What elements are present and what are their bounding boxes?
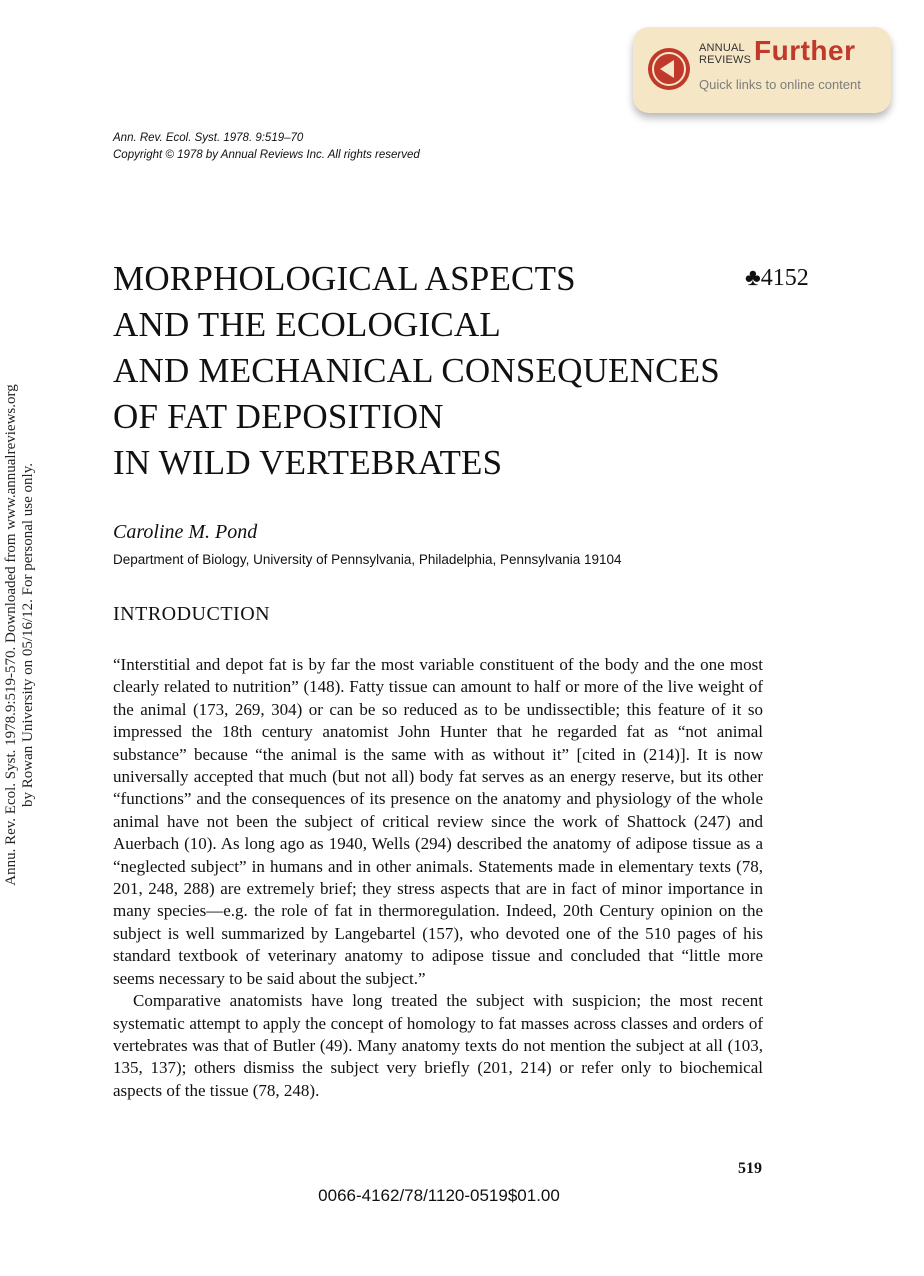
paragraph: “Interstitial and depot fat is by far the most variable constituent of the body and the one most clearly related to nutrition” (148). Fatty tissue can amount to half or more of the live weight of the animal (173, 269, 304) or can be so reduced as to be undissectible; this feature of it so impressed the 18th century anatomist John Hunter that he regarded fat as “not animal substance” because “the animal is the same with as without it” [cited in (214)]. It is now universally accepted that much (but not all) body fat serves as an energy reserve, but its other “functions” and the consequences of its presence on the anatomy and physiology of the whole animal have not been the subject of critical review since the work of Shattock (247) and Auerbach (10). As long ago as 1940, Wells (294) described the anatomy of adipose tissue as a “neglected subject” in humans and in other animals. Statements made in elementary texts (78, 201, 248, 288) are extremely brief; they stress aspects that are in fact of minor importance in many species—e.g. the role of fat in thermoregulation. Indeed, 20th Century opinion on the subject is well summarized by Langebartel (157), who devoted one of the 510 pages of his standard textbook of veterinary anatomy to adipose tissue and concluded that “little more seems necessary to be said about the subject.” [113, 655, 763, 988]
title-line: OF FAT DEPOSITION [113, 397, 444, 436]
title-line: MORPHOLOGICAL ASPECTS [113, 259, 576, 298]
watermark-line: by Rowan University on 05/16/12. For personal use only. [20, 463, 36, 807]
author-affiliation: Department of Biology, University of Pennsylvania, Philadelphia, Pennsylvania 19104 [113, 552, 622, 567]
play-back-icon [647, 47, 691, 91]
further-subtitle: Quick links to online content [699, 77, 861, 92]
author-name: Caroline M. Pond [113, 521, 258, 543]
title-line: AND MECHANICAL CONSEQUENCES [113, 351, 720, 390]
journal-citation [113, 130, 420, 164]
further-title: Further [754, 35, 856, 66]
body-text [113, 654, 763, 1102]
paragraph: Comparative anatomists have long treated the subject with suspicion; the most recent systematic attempt to apply the concept of homology to fat masses across classes and orders of vertebrates was that of Butler (49). Many anatomy texts do not mention the subject at all (103, 135, 137); others dismiss the subject very briefly (201, 214) or refer only to biochemical aspects of the tissue (78, 248). [113, 991, 763, 1100]
annual-reviews-brand: ANNUAL REVIEWS [699, 42, 752, 66]
download-watermark [3, 355, 37, 915]
title-line: AND THE ECOLOGICAL [113, 305, 501, 344]
watermark-line: Annu. Rev. Ecol. Syst. 1978.9:519-570. Downloaded from www.annualreviews.org [3, 384, 19, 886]
copyright-line: Copyright © 1978 by Annual Reviews Inc. All rights reserved [113, 149, 420, 161]
further-badge[interactable] [633, 27, 891, 113]
page-number: 519 [738, 1160, 762, 1177]
section-heading: INTRODUCTION [113, 603, 271, 625]
title-line: IN WILD VERTEBRATES [113, 443, 503, 482]
citation-line: Ann. Rev. Ecol. Syst. 1978. 9:519–70 [113, 132, 304, 144]
article-title [113, 256, 720, 486]
article-code: ♣4152 [745, 265, 809, 291]
issn-code: 0066-4162/78/1120-0519$01.00 [318, 1186, 560, 1205]
